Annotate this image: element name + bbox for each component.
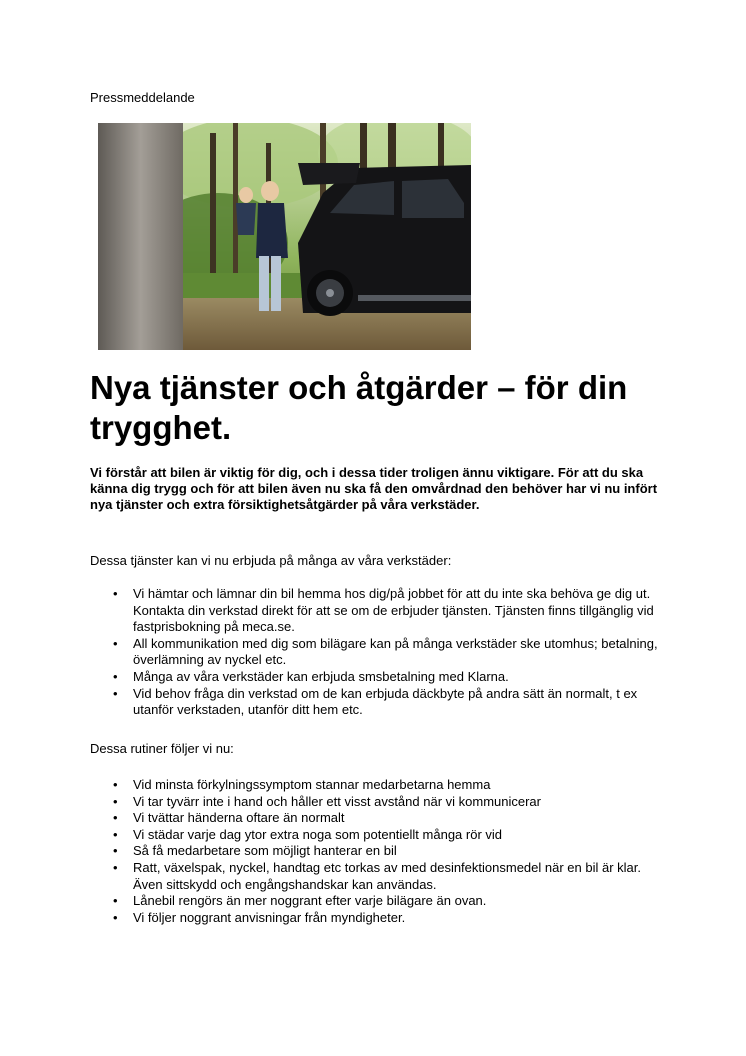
services-list bbox=[0, 586, 746, 719]
page-title: Nya tjänster och åtgärder – för din trygghet. bbox=[90, 369, 628, 446]
list-item-text: Vid behov fråga din verkstad om de kan erbjuda däckbyte på andra sätt än normalt, t ex utanför verkstaden, utanför ditt hem etc. bbox=[133, 685, 638, 718]
list-item bbox=[0, 777, 673, 794]
list-item-text: Så få medarbetare som möjligt hanterar en bil bbox=[133, 843, 397, 859]
bullet-icon: • bbox=[113, 859, 118, 875]
bullet-icon: • bbox=[113, 843, 118, 859]
list-item-text: Många av våra verkstäder kan erbjuda smsbetalning med Klarna. bbox=[133, 668, 509, 684]
list-item bbox=[0, 860, 673, 893]
bullet-icon: • bbox=[113, 893, 118, 909]
list-item bbox=[0, 669, 673, 686]
bullet-icon: • bbox=[113, 810, 118, 826]
bullet-icon: • bbox=[113, 777, 118, 792]
bullet-icon: • bbox=[113, 635, 118, 651]
bullet-icon: • bbox=[113, 685, 118, 701]
list-item bbox=[0, 586, 673, 636]
list-item-text: Vi tar tyvärr inte i hand och håller ett visst avstånd när vi kommunicerar bbox=[133, 793, 541, 809]
list-item-text: Vi följer noggrant anvisningar från myndigheter. bbox=[133, 909, 406, 925]
list-item-text: Vi hämtar och lämnar din bil hemma hos dig/på jobbet för att du inte ska behöva ge dig ut. Kontakta din verkstad direkt för att se om de erbjuder tjänsten. Tjänsten finns tillgänglig vid fastprisbokning på meca.se. bbox=[133, 586, 654, 635]
routines-list bbox=[0, 777, 746, 926]
list-item bbox=[0, 910, 673, 927]
list-item-text: Vi städar varje dag ytor extra noga som potentiellt många rör vid bbox=[133, 826, 503, 842]
list-item bbox=[0, 827, 673, 844]
list-item-text: Vi tvättar händerna oftare än normalt bbox=[133, 810, 345, 826]
routines-intro: Dessa rutiner följer vi nu: bbox=[90, 741, 234, 756]
services-intro: Dessa tjänster kan vi nu erbjuda på många av våra verkstäder: bbox=[90, 553, 452, 568]
press-release-label: Pressmeddelande bbox=[90, 90, 195, 105]
list-item bbox=[0, 686, 673, 719]
list-item-text: All kommunikation med dig som bilägare kan på många verkstäder ske utomhus; betalning, överlämning av nyckel etc. bbox=[133, 635, 658, 668]
bullet-icon: • bbox=[113, 793, 118, 809]
list-item bbox=[0, 843, 673, 860]
bullet-icon: • bbox=[113, 586, 118, 601]
lead-paragraph: Vi förstår att bilen är viktig för dig, och i dessa tider troligen ännu viktigare. För att du ska känna dig trygg och för att bilen även nu ska få den omvårdnad den behöver har vi nu infört nya tjänster och extra försiktighetsåtgärder på våra verkstäder. bbox=[90, 465, 658, 512]
list-item bbox=[0, 636, 673, 669]
list-item-text: Lånebil rengörs än mer noggrant efter varje bilägare än ovan. bbox=[133, 893, 487, 909]
bullet-icon: • bbox=[113, 909, 118, 925]
list-item bbox=[0, 810, 673, 827]
list-item bbox=[0, 893, 673, 910]
bullet-icon: • bbox=[113, 668, 118, 684]
bullet-icon: • bbox=[113, 826, 118, 842]
list-item-text: Vid minsta förkylningssymptom stannar medarbetarna hemma bbox=[133, 777, 491, 792]
list-item bbox=[0, 794, 673, 811]
hero-photo bbox=[98, 123, 471, 350]
list-item-text: Ratt, växelspak, nyckel, handtag etc torkas av med desinfektionsmedel när en bil är klar. Även sittskydd och engångshandskar kan användas. bbox=[133, 859, 641, 892]
